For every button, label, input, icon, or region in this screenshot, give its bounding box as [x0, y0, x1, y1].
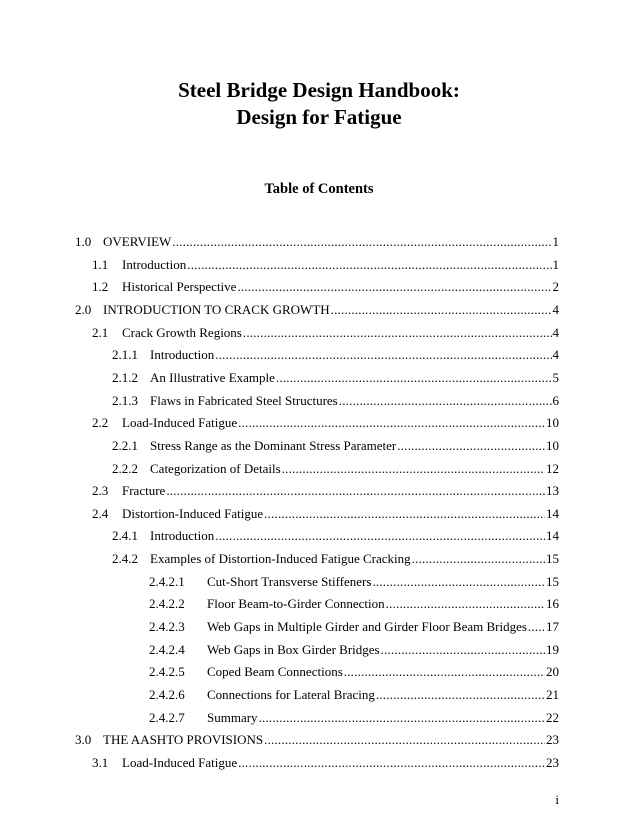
toc-entry-label: INTRODUCTION TO CRACK GROWTH [103, 301, 330, 317]
toc-entry-label: Cut-Short Transverse Stiffeners [207, 573, 372, 589]
toc-entry-number: 2.4.1 [112, 528, 138, 544]
toc-dot-leader [344, 664, 545, 680]
toc-entry-number: 2.2.2 [112, 460, 138, 476]
toc-entry-page: 19 [546, 641, 559, 657]
toc-entry[interactable] [92, 279, 559, 295]
toc-entry-label: THE AASHTO PROVISIONS [103, 732, 264, 748]
toc-entry[interactable] [92, 325, 559, 341]
toc-entry-number: 2.4.2.5 [149, 664, 185, 680]
toc-dot-leader [264, 732, 545, 748]
toc-entry[interactable] [92, 257, 559, 273]
toc-entry[interactable] [112, 461, 559, 477]
toc-entry-label: Floor Beam-to-Girder Connection [207, 596, 385, 612]
toc-dot-leader [381, 642, 545, 658]
toc-entry-label: Historical Perspective [122, 279, 237, 295]
toc-entry-page: 16 [546, 596, 559, 612]
toc-entry-page: 22 [546, 709, 559, 725]
toc-dot-leader [376, 687, 545, 703]
toc-entry-label: Crack Growth Regions [122, 324, 242, 340]
toc-entry[interactable] [92, 483, 559, 499]
toc-entry-number: 3.1 [92, 754, 109, 770]
toc-entry-page: 10 [546, 437, 559, 453]
toc-entry-page: 12 [546, 460, 559, 476]
toc-dot-leader [243, 325, 552, 341]
toc-entry-page: 1 [552, 234, 559, 249]
toc-entry[interactable] [75, 302, 559, 318]
toc-entry-number: 2.3 [92, 483, 109, 499]
toc-entry-number: 2.1 [92, 324, 109, 340]
toc-entry-page: 4 [552, 347, 559, 363]
toc-entry-label: Distortion-Induced Fatigue [122, 505, 264, 521]
toc-dot-leader [238, 755, 545, 771]
toc-entry[interactable] [149, 619, 559, 635]
toc-entry-number: 3.0 [75, 732, 92, 748]
toc-entry-label: Load-Induced Fatigue [122, 415, 238, 431]
toc-dot-leader [237, 279, 551, 295]
toc-entry-number: 2.0 [75, 301, 92, 317]
toc-entry-number: 2.4.2.4 [149, 641, 185, 657]
toc-entry-page: 15 [546, 551, 559, 567]
toc-dot-leader [372, 574, 545, 590]
toc-entry-page: 21 [546, 687, 559, 702]
toc-entry[interactable] [112, 347, 559, 363]
toc-entry-page: 14 [546, 528, 559, 544]
toc-dot-leader [339, 393, 552, 409]
toc-dot-leader [215, 347, 551, 363]
toc-entry-number: 2.4.2.7 [149, 709, 185, 725]
toc-entry[interactable] [75, 234, 559, 250]
toc-entry-label: Introduction [150, 347, 215, 363]
toc-entry-number: 2.2.1 [112, 437, 138, 453]
toc-entry-number: 2.4.2.3 [149, 619, 185, 635]
toc-dot-leader [397, 438, 545, 454]
toc-entry-page: 14 [546, 505, 559, 521]
toc-entry-number: 1.1 [92, 256, 109, 272]
toc-entry[interactable] [112, 551, 559, 567]
toc-dot-leader [172, 234, 551, 250]
toc-entry[interactable] [149, 710, 559, 726]
toc-entry-page: 15 [546, 573, 559, 589]
toc-entry[interactable] [149, 687, 559, 703]
toc-entry-page: 17 [546, 619, 559, 635]
toc-entry-label: Introduction [122, 256, 187, 272]
toc-entry-label: An Illustrative Example [150, 369, 275, 385]
toc-entry-page: 4 [552, 301, 559, 317]
toc-entry-number: 2.4 [92, 505, 109, 521]
toc-entry[interactable] [112, 528, 559, 544]
page-number: i [555, 792, 559, 807]
toc-entry-label: Introduction [150, 528, 215, 544]
toc-entry-label: Summary [207, 709, 258, 725]
toc-entry-label: Stress Range as the Dominant Stress Parameter [150, 437, 397, 453]
toc-entry-label: Web Gaps in Multiple Girder and Girder Floor Beam Bridges [207, 619, 527, 635]
toc-entry-number: 2.2 [92, 415, 109, 431]
toc-entry[interactable] [112, 438, 559, 454]
toc-entry-page: 13 [546, 483, 559, 499]
toc-heading: Table of Contents [264, 181, 374, 197]
toc-entry-page: 2 [552, 279, 559, 295]
toc-entry-number: 2.4.2.6 [149, 687, 185, 702]
toc-entry-page: 23 [546, 732, 559, 748]
toc-dot-leader [215, 528, 545, 544]
toc-entry[interactable] [92, 506, 559, 522]
toc-dot-leader [187, 257, 551, 273]
document-title-line2: Design for Fatigue [236, 105, 402, 129]
toc-dot-leader [276, 370, 552, 386]
toc-entry-number: 2.4.2.2 [149, 596, 185, 612]
toc-entry[interactable] [112, 393, 559, 409]
toc-dot-leader [264, 506, 545, 522]
toc-dot-leader [238, 415, 545, 431]
toc-entry[interactable] [149, 574, 559, 590]
toc-entry[interactable] [149, 664, 559, 680]
toc-dot-leader [386, 596, 545, 612]
toc-entry-number: 2.1.2 [112, 369, 138, 385]
toc-entry-label: Web Gaps in Box Girder Bridges [207, 641, 380, 657]
toc-entry-label: Connections for Lateral Bracing [207, 687, 375, 702]
toc-entry-number: 2.4.2.1 [149, 573, 185, 589]
toc-dot-leader [282, 461, 545, 477]
toc-entry[interactable] [92, 415, 559, 431]
toc-entry[interactable] [149, 596, 559, 612]
toc-dot-leader [166, 483, 545, 499]
toc-entry-label: Examples of Distortion-Induced Fatigue Cracking [150, 551, 411, 567]
toc-dot-leader [331, 302, 552, 318]
toc-dot-leader [259, 710, 545, 726]
toc-entry-page: 1 [552, 256, 559, 272]
toc-entry-page: 5 [552, 369, 559, 385]
toc-entry-page: 6 [552, 392, 559, 408]
toc-entry-label: Flaws in Fabricated Steel Structures [150, 392, 338, 408]
toc-entry[interactable] [149, 642, 559, 658]
toc-entry-number: 2.1.3 [112, 392, 138, 408]
toc-entry-label: Fracture [122, 483, 166, 499]
toc-entry-page: 23 [546, 754, 559, 770]
toc-entry-page: 10 [546, 415, 559, 431]
toc-entry[interactable] [92, 755, 559, 771]
toc-entry-page: 4 [552, 324, 559, 340]
toc-entry-number: 1.0 [75, 234, 92, 249]
toc-entry-number: 2.4.2 [112, 551, 138, 567]
toc-dot-leader [528, 619, 545, 635]
toc-entry-page: 20 [546, 664, 559, 680]
toc-entry-label: Categorization of Details [150, 460, 281, 476]
document-title-line1: Steel Bridge Design Handbook: [178, 78, 460, 102]
toc-entry-label: OVERVIEW [103, 234, 172, 249]
toc-entry[interactable] [75, 732, 559, 748]
toc-entry-number: 1.2 [92, 279, 109, 295]
toc-entry-number: 2.1.1 [112, 347, 138, 363]
toc-entry-label: Coped Beam Connections [207, 664, 343, 680]
toc-entry-label: Load-Induced Fatigue [122, 754, 238, 770]
toc-entry[interactable] [112, 370, 559, 386]
toc-dot-leader [412, 551, 545, 567]
